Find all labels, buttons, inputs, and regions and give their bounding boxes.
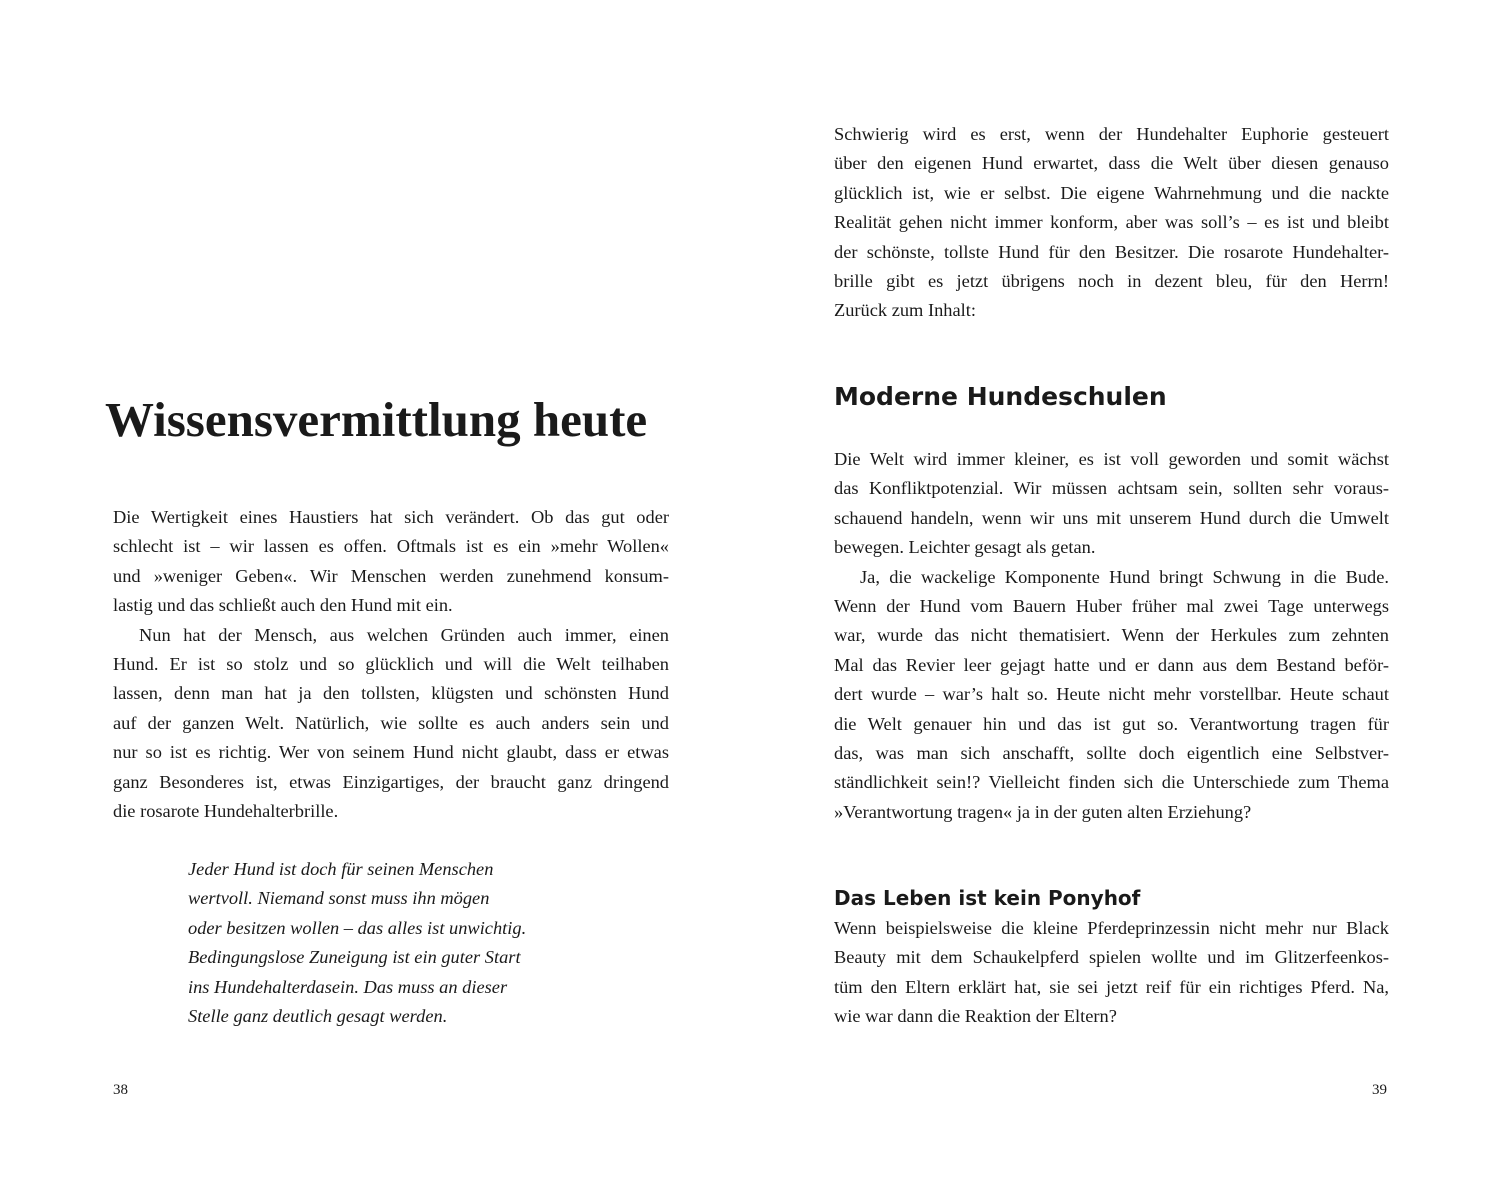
page-number-right: 39: [1372, 1082, 1387, 1098]
subsection-body-text: [834, 914, 1389, 1032]
quote-line: oder besitzen wollen – das alles ist unwichtig.: [188, 917, 527, 938]
text-line: glücklich ist, wie er selbst. Die eigene Wahrnehmung und die nackte: [834, 182, 1389, 203]
text-line: Die Wertigkeit eines Haustiers hat sich verändert. Ob das gut oder: [113, 507, 669, 527]
text-line: der schönste, tollste Hund für den Besitzer. Die rosarote Hundehalter-: [834, 241, 1389, 262]
text-line: war, wurde das nicht thematisiert. Wenn der Herkules zum zehnten: [834, 625, 1389, 646]
subsection-heading: Das Leben ist kein Ponyhof: [834, 886, 1141, 910]
text-line: bewegen. Leichter gesagt als getan.: [834, 537, 1096, 558]
section-heading: Moderne Hundeschulen: [834, 382, 1167, 411]
text-line: und »weniger Geben«. Wir Menschen werden zunehmend konsum-: [113, 565, 669, 586]
text-line: die rosarote Hundehalterbrille.: [113, 800, 339, 821]
text-line: Zurück zum Inhalt:: [834, 300, 976, 321]
text-line: brille gibt es jetzt übrigens noch in dezent bleu, für den Herrn!: [834, 270, 1389, 291]
text-line: ganz Besonderes ist, etwas Einzigartiges, der braucht ganz dringend: [113, 771, 669, 792]
left-body-text: [113, 503, 669, 826]
quote-line: wertvoll. Niemand sonst muss ihn mögen: [188, 888, 490, 909]
text-line: »Verantwortung tragen« ja in der guten alten Erziehung?: [834, 801, 1252, 822]
text-line: Hund. Er ist so stolz und so glücklich und will die Welt teilhaben: [113, 653, 669, 674]
quote-line: Bedingungslose Zuneigung ist ein guter Start: [188, 947, 521, 968]
text-line: wie war dann die Reaktion der Eltern?: [834, 1006, 1117, 1027]
text-line: nur so ist es richtig. Wer von seinem Hund nicht glaubt, dass er etwas: [113, 742, 669, 763]
text-line: Wenn der Hund vom Bauern Huber früher mal zwei Tage unterwegs: [834, 595, 1389, 616]
text-line: schauend handeln, wenn wir uns mit unserem Hund durch die Umwelt: [834, 507, 1389, 528]
text-line: auf der ganzen Welt. Natürlich, wie sollte es auch anders sein und: [113, 712, 669, 733]
text-line: Realität gehen nicht immer konform, aber was soll’s – es ist und bleibt: [834, 212, 1389, 233]
text-line: Beauty mit dem Schaukelpferd spielen wollte und im Glitzerfeenkos-: [834, 947, 1389, 968]
text-line: über den eigenen Hund erwartet, dass die Welt über diesen genauso: [834, 153, 1389, 174]
text-line: Ja, die wackelige Komponente Hund bringt Schwung in die Bude.: [860, 566, 1389, 587]
text-line: lassen, denn man hat ja den tollsten, klügsten und schönsten Hund: [113, 683, 669, 704]
text-line: das Konfliktpotenzial. Wir müssen achtsam sein, sollten sehr voraus-: [834, 478, 1389, 499]
text-line: Schwierig wird es erst, wenn der Hundehalter Euphorie gesteuert: [834, 124, 1389, 144]
text-line: das, was man sich anschafft, sollte doch eigentlich eine Selbstver-: [834, 742, 1389, 763]
text-line: schlecht ist – wir lassen es offen. Oftmals ist es ein »mehr Wollen«: [113, 536, 669, 557]
chapter-heading: Wissensvermittlung heute: [105, 392, 648, 447]
quote-line: ins Hundehalterdasein. Das muss an dieser: [188, 976, 508, 997]
right-page: [750, 0, 1500, 1195]
text-line: Die Welt wird immer kleiner, es ist voll geworden und somit wächst: [834, 449, 1389, 469]
text-line: Nun hat der Mensch, aus welchen Gründen auch immer, einen: [139, 624, 669, 645]
quote-line: Stelle ganz deutlich gesagt werden.: [188, 1005, 448, 1026]
page-number-left: 38: [113, 1082, 128, 1098]
section-body-text: [834, 445, 1389, 827]
intro-text: [834, 120, 1389, 326]
text-line: die Welt genauer hin und das ist gut so. Verantwortung tragen für: [834, 713, 1389, 734]
text-line: dert wurde – war’s halt so. Heute nicht mehr vorstellbar. Heute schaut: [834, 684, 1389, 705]
text-line: Mal das Revier leer gejagt hatte und er dann aus dem Bestand beför-: [834, 654, 1389, 675]
quote-line: Jeder Hund ist doch für seinen Menschen: [188, 859, 494, 879]
text-line: Wenn beispielsweise die kleine Pferdeprinzessin nicht mehr nur Black: [834, 918, 1389, 938]
text-line: lastig und das schließt auch den Hund mit ein.: [113, 595, 453, 616]
text-line: ständlichkeit sein!? Vielleicht finden sich die Unterschiede zum Thema: [834, 772, 1389, 793]
quote-block: [188, 855, 608, 1031]
text-line: tüm den Eltern erklärt hat, sie sei jetzt reif für ein richtiges Pferd. Na,: [834, 976, 1389, 997]
